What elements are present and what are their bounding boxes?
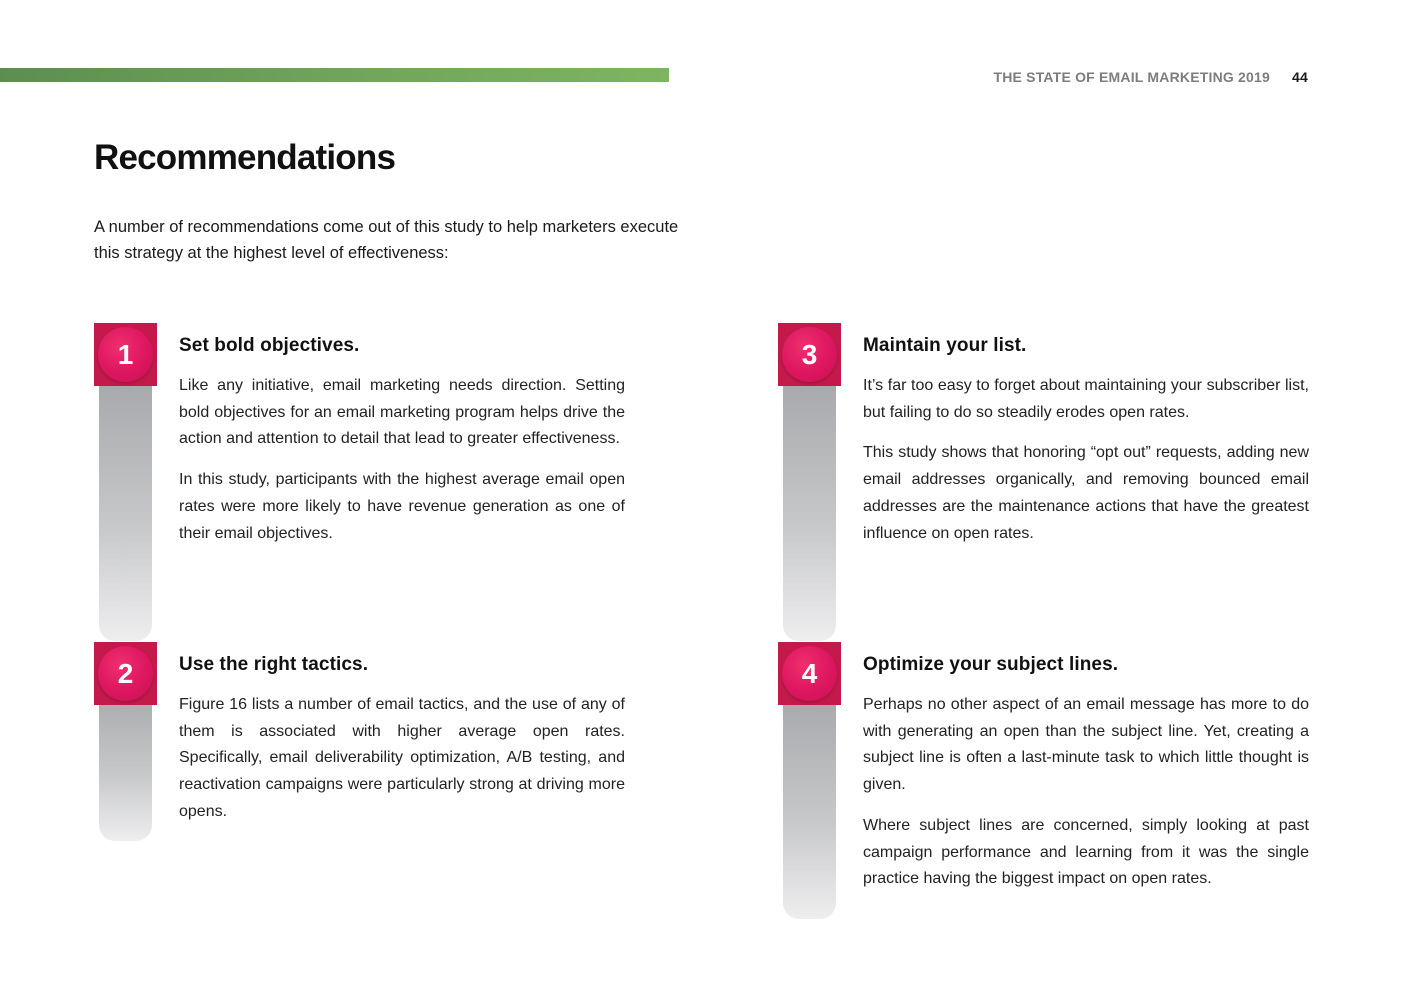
number-badge: 1 [98,327,153,382]
recommendation-rail [99,355,152,641]
recommendation-content [179,652,625,840]
recommendation-title: Optimize your subject lines. [863,654,1119,675]
number-badge: 4 [782,646,837,701]
recommendation-title: Maintain your list. [863,335,1027,356]
recommendation-paragraph: It’s far too easy to forget about maintaining your subscriber list, but failing to do so steadily erodes open rates. [863,377,1309,421]
number-badge: 2 [98,646,153,701]
running-head [993,68,1308,86]
recommendation-content [863,333,1309,561]
intro-paragraph: A number of recommendations come out of this study to help marketers execute this strategy at the highest level of effectiveness: [94,218,679,262]
recommendation-title: Set bold objectives. [179,335,360,356]
number-badge: 3 [782,327,837,382]
recommendation-content [179,333,625,561]
recommendation-title: Use the right tactics. [179,654,369,675]
page-title: Recommendations [94,138,396,177]
recommendation-paragraph: Where subject lines are concerned, simply looking at past campaign performance and learning from it was the single practice having the biggest impact on open rates. [863,816,1309,888]
header-accent-bar [0,68,669,82]
recommendation-paragraph: Perhaps no other aspect of an email message has more to do with generating an open than the subject line. Yet, creating a subject line is often a last-minute task to which little thought is given. [863,696,1309,794]
recommendation-paragraph: Like any initiative, email marketing needs direction. Setting bold objectives for an email marketing program helps drive the action and attention to detail that lead to greater effectiveness. [179,377,625,448]
report-title: THE STATE OF EMAIL MARKETING 2019 [993,69,1271,85]
recommendation-content [863,652,1309,907]
page-number: 44 [1292,69,1308,85]
recommendation-paragraph: In this study, participants with the highest average email open rates were more likely to have revenue generation as one of their email objectives. [179,471,625,542]
recommendation-rail [783,355,836,641]
recommendation-paragraph: Figure 16 lists a number of email tactics, and the use of any of them is associated with higher average open rates. Specifically, email deliverability optimization, A/B testing, and reactivation campaigns were particularly strong at driving more opens. [179,696,625,820]
recommendation-rail [783,674,836,919]
recommendation-paragraph: This study shows that honoring “opt out” requests, adding new email addresses organically, and removing bounced email addresses are the maintenance actions that have the greatest influence on open rates. [863,444,1309,542]
